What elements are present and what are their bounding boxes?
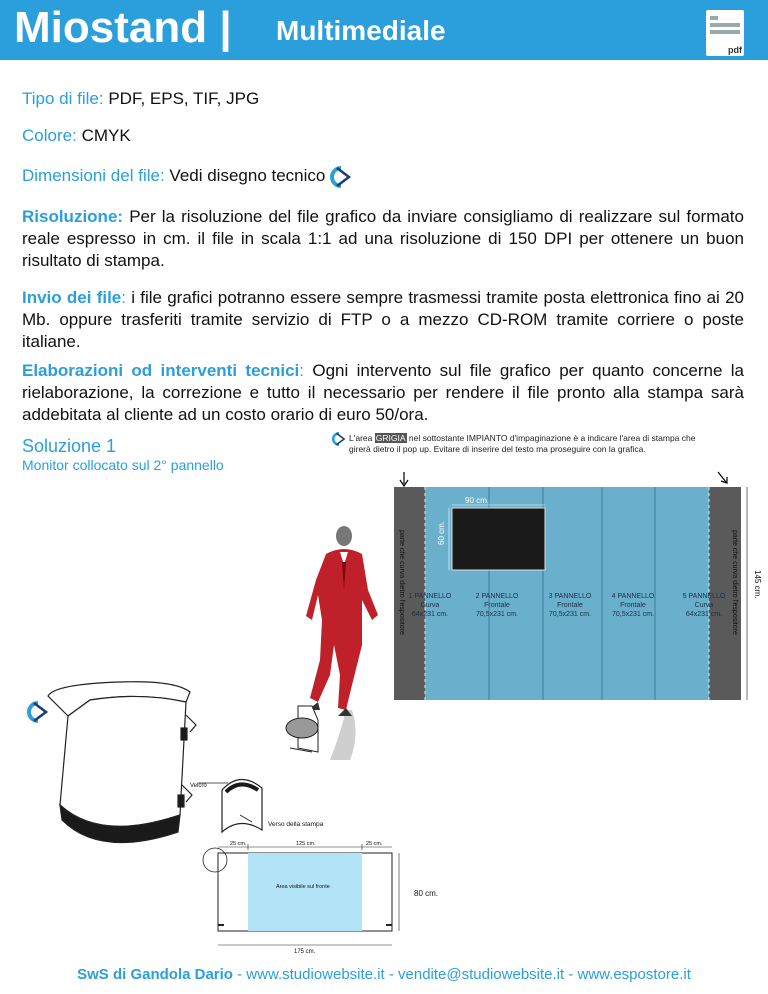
chevron-bracket-icon	[332, 432, 346, 446]
dimensions-label: Dimensioni del file	[22, 166, 160, 185]
counter-template	[203, 844, 399, 945]
sending-text: i file grafici potranno essere sempre trasmessi tramite posta elettronica fino ai 20 Mb. oppure trasferiti tramite servizio di FTP o a mezzo CD-ROM tramite corriere o poste italiane.	[22, 288, 744, 351]
sending-block: Invio dei file: i file grafici potranno essere sempre trasmessi tramite posta elettronica fino ai 20 Mb. oppure trasferiti tramite servizio di FTP o a mezzo CD-ROM tramite corriere o poste italiane.	[22, 288, 744, 351]
panel-1-name: 1 PANNELLO	[408, 593, 452, 600]
note-text-start: L'area	[349, 433, 373, 443]
print-direction-label: Verso della stampa	[268, 821, 324, 828]
panel-1-type: Curva	[420, 602, 440, 609]
dim-right-label: 25 cm.	[366, 841, 383, 847]
monitor-width-label: 90 cm.	[465, 496, 490, 505]
panel-3-size: 70,5x231 cm.	[548, 611, 592, 618]
monitor-height-label: 60 cm.	[437, 520, 446, 545]
velcro-label: Velcro	[190, 783, 207, 789]
pdf-icon[interactable]	[706, 10, 744, 56]
file-type-value: PDF, EPS, TIF, JPG	[108, 89, 260, 108]
panel-3-type: Frontale	[557, 602, 583, 609]
dimensions-value: Vedi disegno tecnico	[169, 166, 326, 185]
solution-subtitle: Monitor collocato sul 2° pannello	[22, 457, 224, 473]
total-height-label: 145 cm.	[753, 570, 762, 599]
velcro-detail	[198, 779, 262, 832]
panel-2-type: Frontale	[484, 602, 510, 609]
page-header	[0, 0, 768, 60]
hook-detail	[286, 706, 318, 752]
monitor	[452, 508, 545, 570]
brand-subtitle: Multimediale	[276, 15, 446, 46]
note-grey-word: GRIGIA	[375, 433, 406, 443]
panel-4-size: 70,5x231 cm.	[611, 611, 655, 618]
reception-counter	[48, 682, 196, 843]
footer-contacts[interactable]: - www.studiowebsite.it - vendite@studiowebsite.it - www.espostore.it	[232, 966, 691, 983]
brand-title: Miostand |	[14, 3, 232, 52]
panel-1-size: 64x231 cm.	[411, 611, 449, 618]
processing-text: Ogni intervento sul file grafico per quanto concerne la rielaborazione, la correzione e tutto il necessario per rendere il file pronto alla stampa sarà addebitata al cliente ad un costo orario di euro 50/ora.	[22, 361, 744, 424]
sending-label: Invio dei file	[22, 288, 122, 307]
solution-title: Soluzione 1	[22, 436, 117, 456]
chevron-bracket-icon	[29, 703, 46, 721]
panel-4-name: 4 PANNELLO	[611, 593, 655, 600]
footer-company: SwS di Gandola Dario	[77, 966, 233, 983]
file-type-label: Tipo di file	[22, 89, 99, 108]
panel-5-type: Curva	[694, 602, 714, 609]
file-type-row: Tipo di file: PDF, EPS, TIF, JPG	[22, 89, 260, 108]
dim-left-label: 25 cm.	[230, 841, 247, 847]
panel-2-name: 2 PANNELLO	[475, 593, 519, 600]
dim-center-label: 125 cm.	[296, 841, 316, 847]
dimensions-row: Dimensioni del file: Vedi disegno tecnico	[22, 165, 744, 188]
color-value: CMYK	[81, 126, 131, 145]
panel-3-name: 3 PANNELLO	[548, 593, 592, 600]
counter-total-label: 175 cm.	[294, 949, 316, 955]
panel-5-size: 64x231 cm.	[685, 611, 723, 618]
processing-label: Elaborazioni od interventi tecnici	[22, 361, 300, 380]
pdf-icon-label: pdf	[728, 45, 742, 55]
panel-4-type: Frontale	[620, 602, 646, 609]
page-footer	[0, 966, 768, 983]
side-label-right: parte che curva dietro l'espositore	[731, 530, 738, 635]
resolution-text: Per la risoluzione del file grafico da inviare consigliamo di realizzare sul formato reale espresso in cm. il file in scala 1:1 ad una risoluzione di 150 DPI per ottenere un buon risultato di stampa.	[22, 207, 744, 270]
color-label: Colore	[22, 126, 73, 145]
panel-5-name: 5 PANNELLO	[682, 593, 726, 600]
side-label-left: parte che curva dietro l'espositore	[398, 530, 405, 635]
color-row: Colore: CMYK	[22, 126, 131, 145]
grey-area-note	[349, 433, 709, 455]
panel-2-size: 70,5x231 cm.	[475, 611, 519, 618]
arrow-right-marker	[718, 472, 726, 482]
note-text-end: nel sottostante IMPIANTO d'impaginazione è a indicare l'area di stampa che girerà dietro il pop up. Evitare di inserire del testo ma proseguire con la grafica.	[349, 433, 696, 454]
visible-area-label: Area visibile sul fronte	[276, 884, 330, 890]
resolution-label: Risoluzione:	[22, 207, 124, 226]
processing-block: Elaborazioni od interventi tecnici: Ogni intervento sul file grafico per quanto concerne la rielaborazione, la correzione e tutto il necessario per rendere il file pronto alla stampa sarà addebitata al cliente ad un costo orario di euro 50/ora.	[22, 361, 744, 424]
technical-drawing	[0, 470, 768, 970]
resolution-block	[22, 206, 744, 272]
chevron-bracket-icon[interactable]	[330, 166, 352, 188]
counter-height-label: 80 cm.	[414, 889, 439, 898]
